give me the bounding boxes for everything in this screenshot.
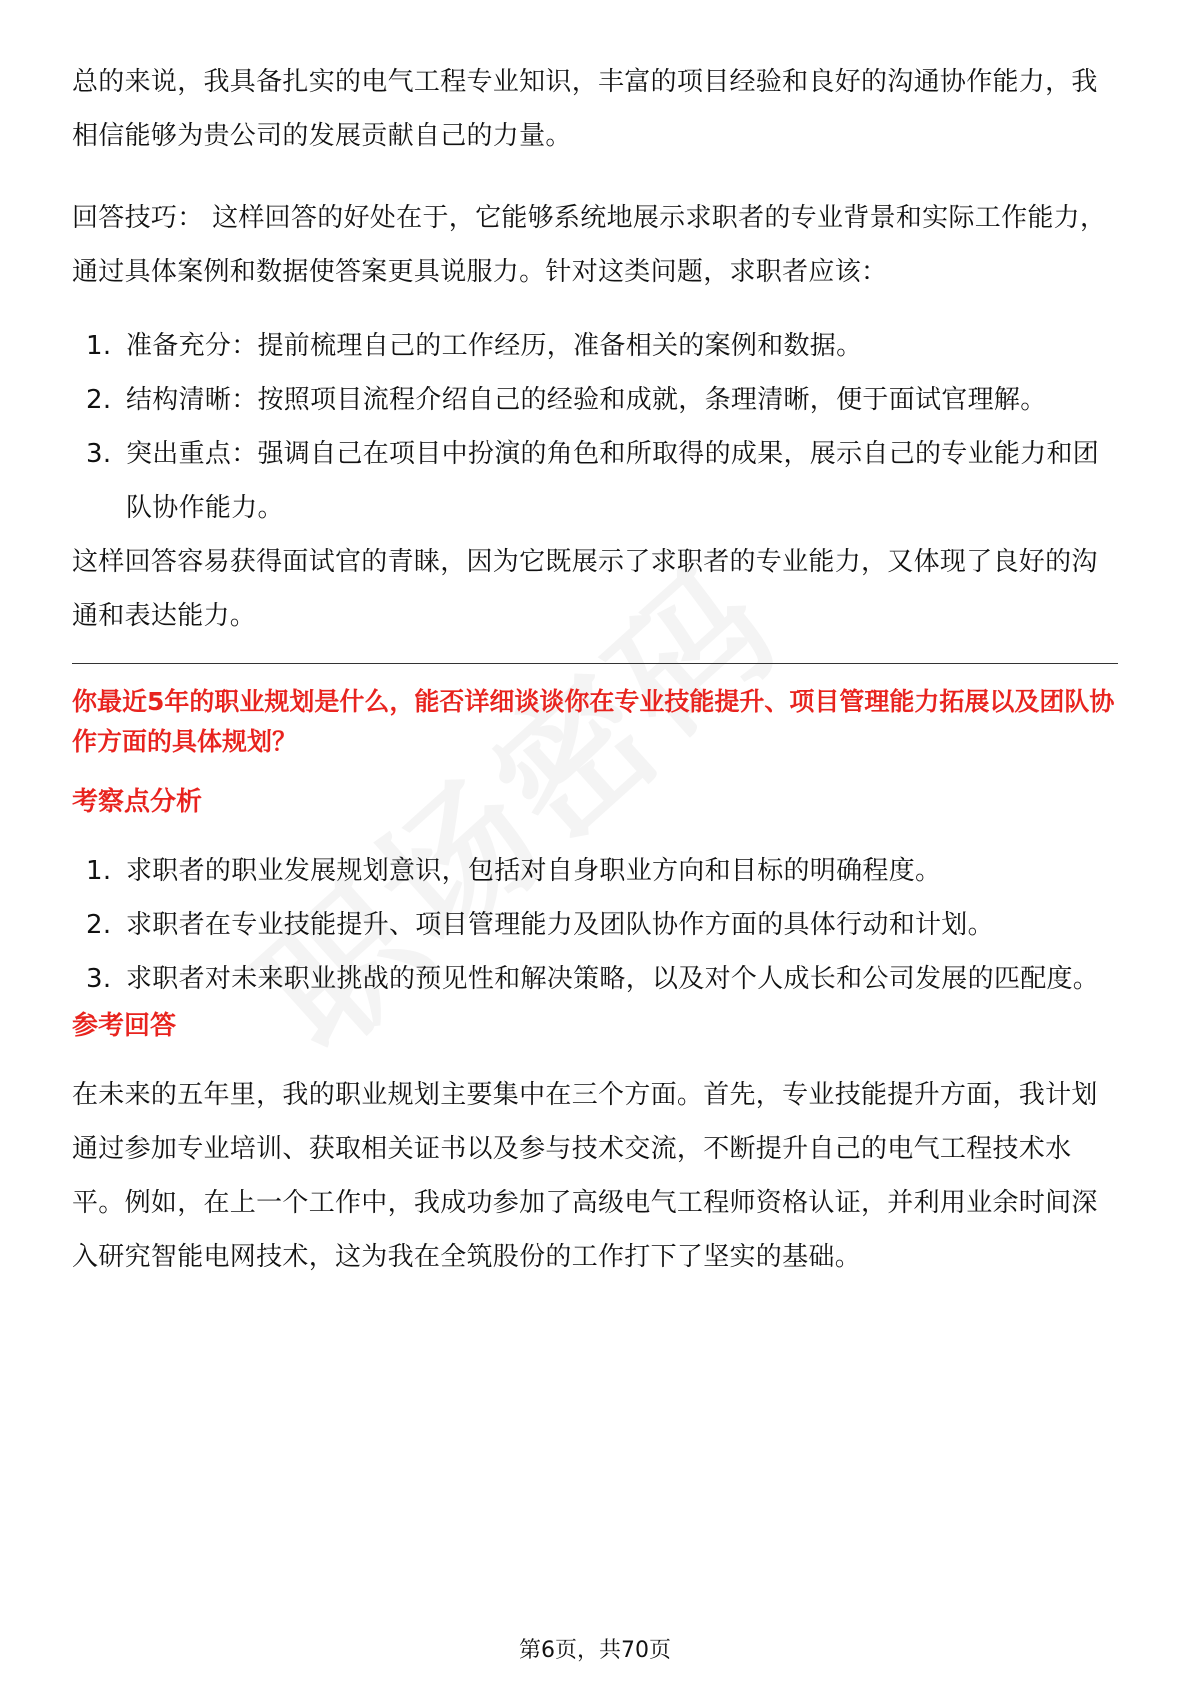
list-item-number: 1. [86, 856, 112, 886]
summary-paragraph: 总的来说，我具备扎实的电气工程专业知识，丰富的项目经验和良好的沟通协作能力，我相信能够为贵公司的发展贡献自己的力量。 [72, 67, 1098, 151]
list-item-number: 1. [86, 331, 112, 361]
list-item-text: 结构清晰：按照项目流程介绍自己的经验和成就，条理清晰，便于面试官理解。 [126, 385, 1047, 415]
list-item [72, 319, 1118, 373]
list-item [72, 844, 1118, 898]
list-item [72, 952, 1118, 1006]
tips-list [72, 319, 1118, 535]
answer-paragraph: 在未来的五年里，我的职业规划主要集中在三个方面。首先，专业技能提升方面，我计划通过参加专业培训、获取相关证书以及参与技术交流，不断提升自己的电气工程技术水平。例如，在上一个工作中，我成功参加了高级电气工程师资格认证，并利用业余时间深入研究智能电网技术，这为我在全筑股份的工作打下了坚实的基础。 [72, 1080, 1098, 1272]
answer-heading: 参考回答 [72, 1011, 177, 1041]
analysis-heading: 考察点分析 [72, 787, 203, 817]
list-item-text: 求职者在专业技能提升、项目管理能力及团队协作方面的具体行动和计划。 [126, 910, 994, 940]
closing-paragraph: 这样回答容易获得面试官的青睐，因为它既展示了求职者的专业能力，又体现了良好的沟通和表达能力。 [72, 547, 1098, 631]
section-divider [72, 663, 1118, 664]
list-item-number: 3. [86, 964, 112, 994]
list-item-text: 求职者对未来职业挑战的预见性和解决策略，以及对个人成长和公司发展的匹配度。 [126, 964, 1100, 994]
page-footer: 第6页，共70页 [519, 1638, 671, 1663]
analysis-list [72, 844, 1118, 1006]
page-content [72, 55, 1118, 1284]
interview-question: 你最近5年的职业规划是什么，能否详细谈谈你在专业技能提升、项目管理能力拓展以及团队协作方面的具体规划？ [72, 687, 1115, 756]
list-item [72, 427, 1118, 535]
list-item-text: 突出重点：强调自己在项目中扮演的角色和所取得的成果，展示自己的专业能力和团队协作能力。 [126, 439, 1100, 523]
list-item [72, 898, 1118, 952]
list-item-number: 3. [86, 439, 112, 469]
list-item [72, 373, 1118, 427]
list-item-number: 2. [86, 910, 112, 940]
tips-intro-paragraph: 回答技巧： 这样回答的好处在于，它能够系统地展示求职者的专业背景和实际工作能力，通过具体案例和数据使答案更具说服力。针对这类问题，求职者应该： [72, 203, 1107, 287]
list-item-text: 准备充分：提前梳理自己的工作经历，准备相关的案例和数据。 [126, 331, 863, 361]
list-item-text: 求职者的职业发展规划意识，包括对自身职业方向和目标的明确程度。 [126, 856, 942, 886]
list-item-number: 2. [86, 385, 112, 415]
